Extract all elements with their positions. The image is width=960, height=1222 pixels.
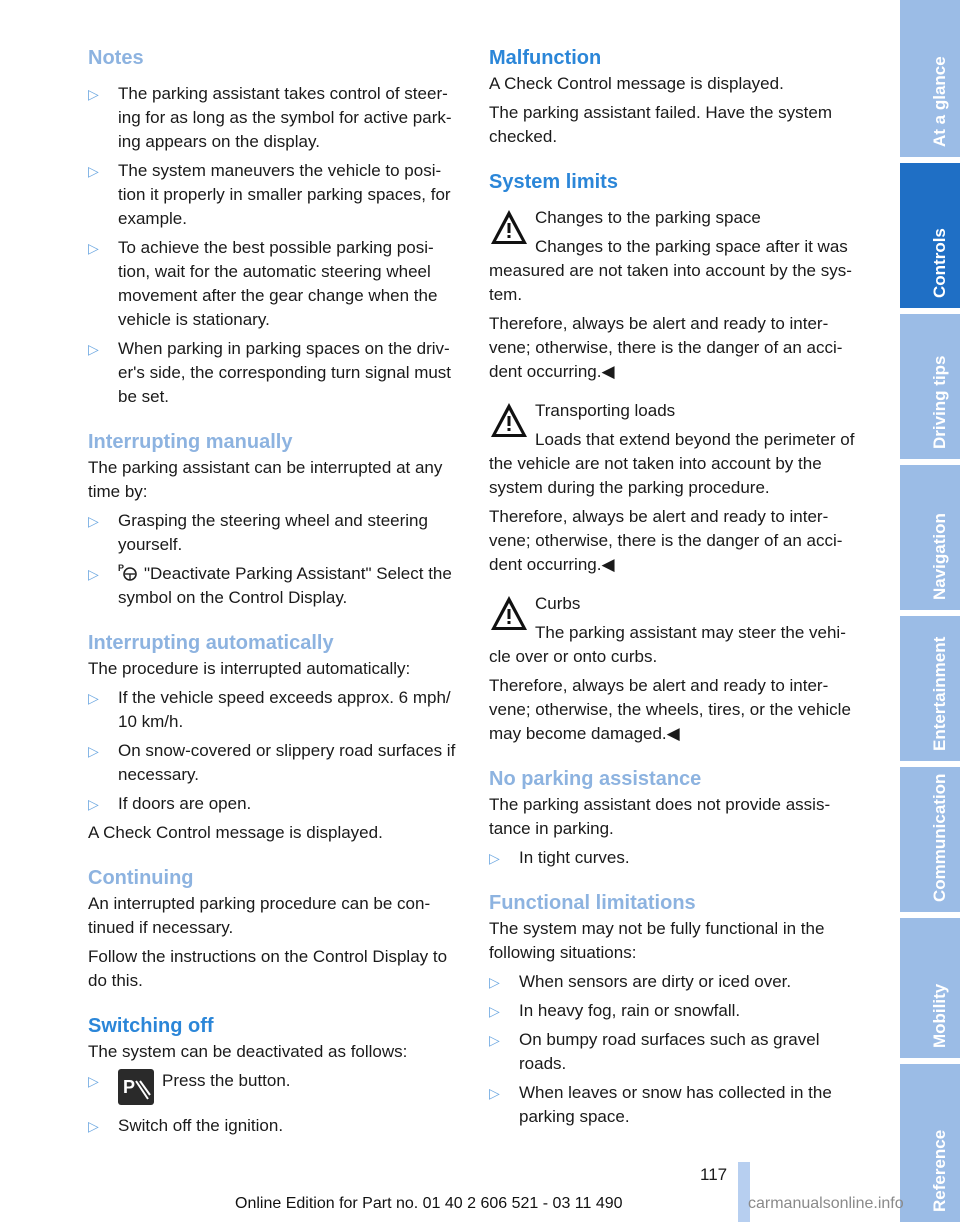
bullet-icon: ▷	[88, 743, 99, 759]
notes-heading: Notes	[88, 47, 144, 69]
interrupting-auto-list	[88, 686, 462, 816]
malfunction-p2: The parking assistant failed. Have the system checked.	[489, 103, 832, 146]
tab-communication[interactable]: Communication	[900, 767, 960, 912]
notes-list	[88, 82, 462, 409]
warning-text: Loads that extend beyond the perimeter of the vehicle are not taken into account by the system during the parking procedure.	[489, 430, 855, 497]
warning-icon	[489, 208, 529, 246]
left-column	[88, 44, 462, 1143]
list-item: ▷ The system maneuvers the vehicle to posi-tion it properly in smaller parking spaces, for example.	[88, 161, 451, 228]
interrupting-manually-heading: Interrupting manually	[88, 431, 293, 453]
list-item: ▷ P "Deactivate Parking Assistant" Select the symbol on the Control Display.	[88, 563, 452, 607]
continuing-heading: Continuing	[88, 867, 194, 889]
parking-button-icon	[118, 1069, 154, 1105]
tab-entertainment[interactable]: Entertainment	[900, 616, 960, 761]
warning-block	[489, 399, 863, 423]
bullet-icon: ▷	[489, 850, 500, 866]
list-item: ▷ In tight curves.	[489, 846, 863, 870]
list-item: ▷ When parking in parking spaces on the driv-er's side, the corresponding turn signal must be set.	[88, 339, 452, 406]
list-item: ▷ On snow-covered or slippery road surfaces if necessary.	[88, 741, 456, 784]
bullet-icon: ▷	[88, 1118, 99, 1134]
list-item: ▷ On bumpy road surfaces such as gravel roads.	[489, 1030, 820, 1073]
bullet-icon: ▷	[88, 163, 99, 179]
interrupting-auto-outro: A Check Control message is displayed.	[88, 823, 383, 842]
list-item: ▷ If doors are open.	[88, 792, 462, 816]
list-item: ▷ When sensors are dirty or iced over.	[489, 970, 863, 994]
bullet-icon: ▷	[88, 566, 99, 582]
warning-title: Curbs	[535, 594, 581, 613]
func-limits-heading: Functional limitations	[489, 892, 696, 914]
bullet-icon: ▷	[88, 341, 99, 357]
list-item: ▷ P Press the button.	[88, 1069, 462, 1109]
bullet-icon: ▷	[88, 690, 99, 706]
bullet-icon: ▷	[88, 1073, 99, 1089]
list-item: ▷ To achieve the best possible parking posi-tion, wait for the automatic steering wheel movement after the gear change when the vehicle is stationary.	[88, 238, 438, 329]
no-assist-intro: The parking assistant does not provide assis-tance in parking.	[489, 795, 831, 838]
bullet-icon: ▷	[88, 86, 99, 102]
switching-off-intro: The system can be deactivated as follows:	[88, 1042, 408, 1061]
tab-reference[interactable]: Reference	[900, 1064, 960, 1222]
malfunction-heading: Malfunction	[489, 47, 602, 69]
continuing-p1: An interrupted parking procedure can be con-tinued if necessary.	[88, 894, 431, 937]
warning-followup: Therefore, always be alert and ready to inter-vene; otherwise, the wheels, tires, or the vehicle may become damaged.◀	[489, 676, 851, 743]
interrupting-manually-intro: The parking assistant can be interrupted at any time by:	[88, 458, 443, 501]
list-item: ▷ If the vehicle speed exceeds approx. 6 mph/ 10 km/h.	[88, 688, 451, 731]
section-tabs	[900, 0, 960, 1222]
bullet-icon: ▷	[88, 240, 99, 256]
malfunction-p1: A Check Control message is displayed.	[489, 74, 784, 93]
no-assist-heading: No parking assistance	[489, 768, 702, 790]
warning-text: The parking assistant may steer the vehi-cle over or onto curbs.	[489, 623, 846, 666]
parking-assistant-icon	[118, 562, 140, 582]
warning-text: Changes to the parking space after it was measured are not taken into account by the sys-tem.	[489, 237, 852, 304]
bullet-icon: ▷	[88, 796, 99, 812]
list-item: ▷ The parking assistant takes control of steer-ing for as long as the symbol for active park-ing appears on the display.	[88, 84, 452, 151]
svg-text:P: P	[123, 1077, 136, 1097]
list-item: ▷ Grasping the steering wheel and steering yourself.	[88, 511, 428, 554]
tab-controls[interactable]: Controls	[900, 163, 960, 308]
warning-block	[489, 206, 863, 230]
tab-driving-tips[interactable]: Driving tips	[900, 314, 960, 459]
func-limits-list	[489, 970, 863, 1129]
interrupting-auto-intro: The procedure is interrupted automatically:	[88, 659, 411, 678]
bullet-icon: ▷	[489, 1032, 500, 1048]
warning-icon	[489, 594, 529, 632]
bullet-icon: ▷	[489, 1085, 500, 1101]
warning-title: Changes to the parking space	[535, 208, 761, 227]
tab-at-a-glance[interactable]: At a glance	[900, 0, 960, 157]
svg-text:P: P	[118, 563, 125, 573]
watermark: carmanualsonline.info	[748, 1195, 904, 1212]
warning-followup: Therefore, always be alert and ready to inter-vene; otherwise, there is the danger of an acci-dent occurring.◀	[489, 314, 843, 381]
tab-mobility[interactable]: Mobility	[900, 918, 960, 1058]
continuing-p2: Follow the instructions on the Control Display to do this.	[88, 947, 448, 990]
warning-block	[489, 592, 863, 616]
edition-text: Online Edition for Part no. 01 40 2 606 521 - 03 11 490	[235, 1195, 623, 1212]
list-item: ▷ Switch off the ignition.	[88, 1114, 462, 1138]
func-limits-intro: The system may not be fully functional in the following situations:	[489, 919, 825, 962]
bullet-icon: ▷	[489, 1003, 500, 1019]
tab-navigation[interactable]: Navigation	[900, 465, 960, 610]
switching-off-heading: Switching off	[88, 1015, 214, 1037]
bullet-icon: ▷	[489, 974, 500, 990]
warning-followup: Therefore, always be alert and ready to inter-vene; otherwise, there is the danger of an acci-dent occurring.◀	[489, 507, 843, 574]
interrupting-auto-heading: Interrupting automatically	[88, 632, 334, 654]
bullet-icon: ▷	[88, 513, 99, 529]
switching-off-list	[88, 1069, 462, 1138]
warning-title: Transporting loads	[535, 401, 676, 420]
list-item: ▷ In heavy fog, rain or snowfall.	[489, 999, 863, 1023]
no-assist-list	[489, 846, 863, 870]
interrupting-manually-list	[88, 509, 462, 610]
right-column	[489, 44, 863, 1134]
system-limits-heading: System limits	[489, 171, 618, 193]
page-number: 117	[700, 1165, 728, 1184]
list-item: ▷ When leaves or snow has collected in the parking space.	[489, 1083, 832, 1126]
warning-icon	[489, 401, 529, 439]
